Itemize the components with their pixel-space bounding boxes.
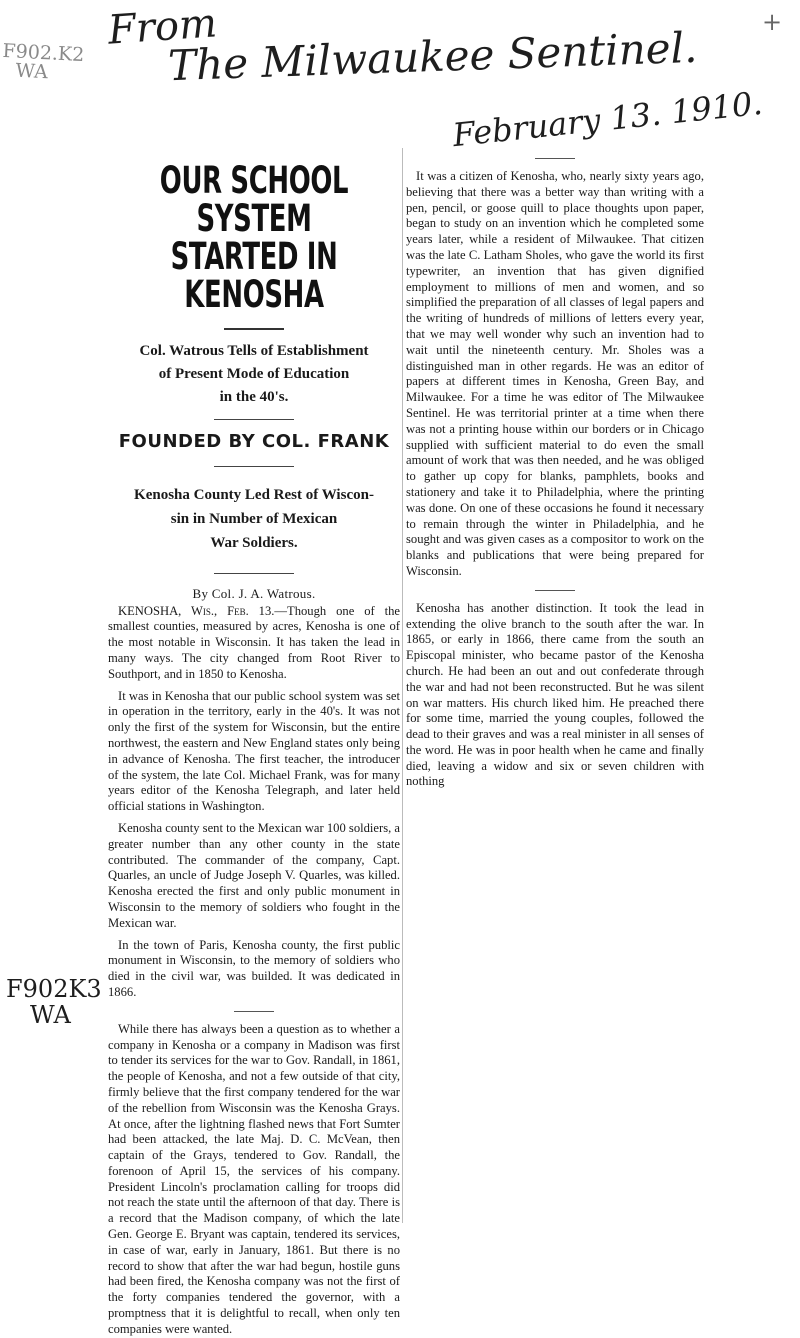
paragraph-7: Kenosha has another distinction. It took the lead in extending the olive branch to the south after the war. In 1865, or early in 1866, there came from the south an Episcopal minister, who became pastor of the Kenosha church. He had been an out and out confederate through the war and had not been reconstructed. But he was silent on war matters. His church liked him. He preached there for some time, married the young couples, followed the dead to their graves and was a real minister in all senses of the word. He was in poor health when he came and finally died, leaving a widow and six or seven children with nothing [406,600,704,789]
paragraph-2: It was in Kenosha that our public school system was set in operation in the territory, early in the 40's. It was not only the first of the system for Wisconsin, but the entire northwest, the eastern and New England states only being in advance of Kenosha. The first teacher, the introducer of the system, the late Col. Michael Frank, was for many years editor of the Kenosha Telegraph, and later held official stations in Washington. [108,688,400,814]
paragraph-6: It was a citizen of Kenosha, who, nearly sixty years ago, believing that there was a better way than writing with a pen, pencil, or goose quill to place thoughts upon paper, began to study on an invention which he completed some years later, while a resident of Milwaukee. That citizen was the late C. Latham Sholes, who gave the world its first typewriter, an invention that has given dignified employment to millions of men and women, and so simplified the preparation of all classes of legal papers and the writing of hundreds of millions of letters every year, that we may well wonder why such an invention had to wait until the nineteenth century. Mr. Sholes was a distinguished man in other regards. He was an editor of papers at different times in Kenosha, Green Bay, and Milwaukee. For a time he was editor of The Milwaukee Sentinel. He was territorial printer at a time when there was not a printing house within our borders or in Chicago supplied with sufficient material to do even the small amount of work that was then needed, and he was obliged to gather up copy for blanks, pamphlets, books and stationery and take it to Philadelphia, where the printing was done. On one of these occasions he found it necessary to remain through the winter in Philadelphia, and he sought and was given cases as a compositor to work on the blanks and publications that were being prepared for Wisconsin. [406,169,704,578]
headline-divider [224,328,284,330]
paragraph-3: Kenosha county sent to the Mexican war 100 soldiers, a greater number than any other county in the state contributed. The commander of the company, Capt. Quarles, an uncle of Judge Joseph V. Quarles, was killed. Kenosha erected the first and only public monument in Wisconsin to the memory of soldiers who fought in the Mexican war. [108,820,400,930]
subheadline-3 [108,483,400,555]
subheadline-3-line3: War Soldiers. [210,534,298,551]
handwritten-date: February 13. 1910. [450,83,765,155]
subheadline-1-line1: Col. Watrous Tells of Establishment [139,343,369,359]
dateline: KENOSHA, Wis., Feb. 13. [118,603,275,618]
right-column [406,148,704,1223]
headline-line2: STARTED IN KENOSHA [170,235,338,316]
paragraph-5: While there has always been a question as to whether a company in Kenosha or a company in Madison was first to tender its services for the war to Gov. Randall, in 1861, the people of Kenosha, and not a few outside of that city, firmly believe that the first company tendered for the war of the rebellion from Wisconsin was the Kenosha Grays. At once, after the lightning flashed news that Fort Sumter had been attacked, the late Maj. D. C. McVean, then captain of the Grays, tendered to Gov. Randall, the forenoon of April 15, the services of his company. President Lincoln's proclamation calling for troops did not reach the state until the afternoon of that day. There is a record that the Madison company, of which the late Gen. George E. Bryant was captain, tendered its services, in case of war, early in January, 1861. But there is no record to show that after the war had begun, hostile guns had been fired, the Kenosha company was not the first of the forty companies tendered the governor, with a promptness that it is delightful to recall, when only ten companies were wanted. [108,1021,400,1336]
subheadline-1 [108,340,400,409]
subheadline-3-line1: Kenosha County Led Rest of Wiscon- [134,486,374,503]
section-divider [535,158,575,159]
paragraph-4: In the town of Paris, Kenosha county, the first public monument in Wisconsin, to the memory of soldiers who died in the civil war, was builded. It was dedicated in 1866. [108,937,400,999]
subheadline-2: FOUNDED BY COL. FRANK [118,431,390,452]
subheadline-1-line3: in the 40's. [219,389,289,405]
handwritten-newspaper-name: The Milwaukee Sentinel. [167,22,699,91]
paragraph-1 [108,604,400,683]
call-number-top-line1: F902.K2 [2,39,85,67]
call-number-side-line2: WA [30,1001,71,1030]
subheadline-divider [214,419,294,420]
call-number-top [1,39,85,84]
byline-divider [214,573,294,574]
left-column [108,148,400,1336]
handwritten-from: From [106,0,219,54]
paragraph-1-text: —Though one of the smallest counties, measured by acres, Kenosha is one of the most notable in Wisconsin. It has taken the lead in many ways. The city changed from Root River to Southport, and in 1850 to Kenosha. [108,603,400,681]
subheadline-3-line2: sin in Number of Mexican [170,510,338,527]
section-divider [234,1011,274,1012]
call-number-top-line2: WA [14,59,49,84]
call-number-side [6,976,102,1029]
subheadline-divider-2 [214,466,294,467]
newspaper-clipping [108,148,706,1336]
column-rule [402,148,403,1223]
section-divider [535,590,575,591]
headline-line1: OUR SCHOOL SYSTEM [159,159,349,240]
corner-mark: + [762,8,783,36]
call-number-side-line1: F902K3 [6,975,102,1003]
subheadline-1-line2: of Present Mode of Education [158,366,350,382]
headline [110,159,398,316]
byline: By Col. J. A. Watrous. [192,585,316,601]
